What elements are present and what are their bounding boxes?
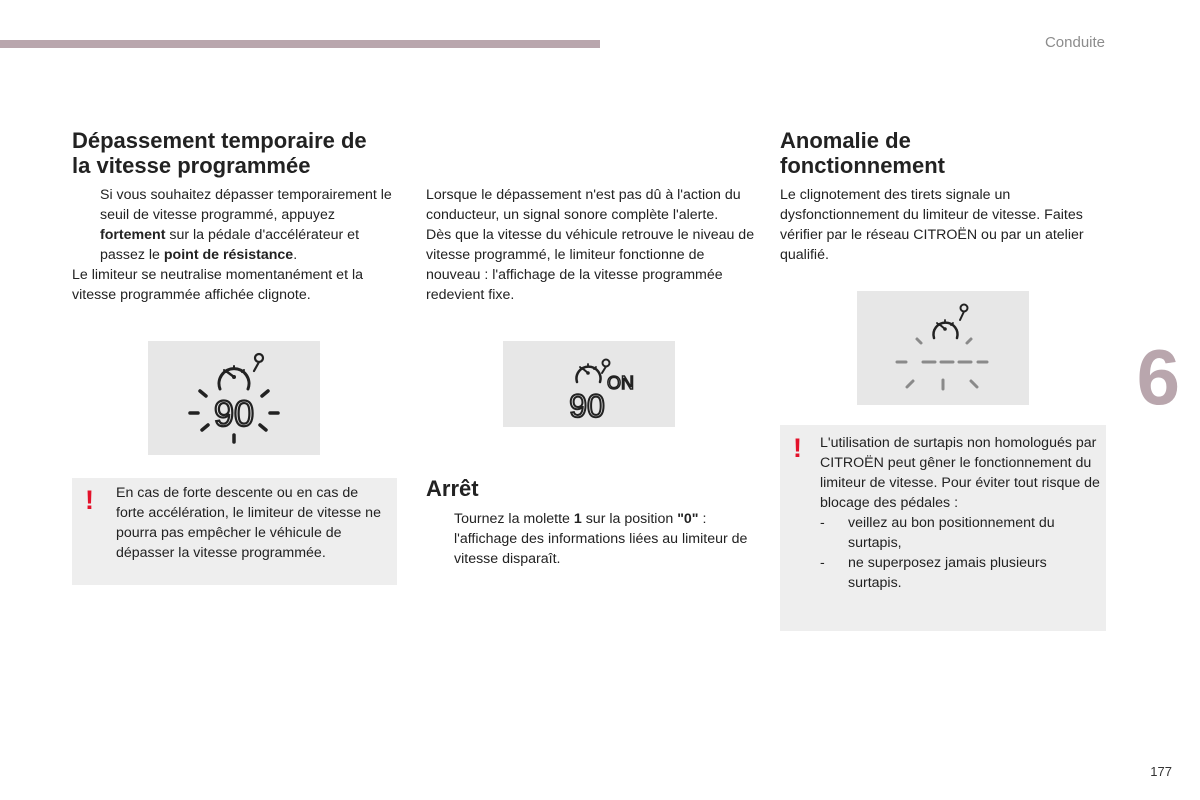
warning-box-descent xyxy=(72,478,397,585)
warning-icon: ! xyxy=(85,485,94,515)
col3-title xyxy=(780,128,1110,178)
col1-bullet-text-2: sur la pédale d'accélérateur et passez le xyxy=(100,227,360,263)
display-malfunction-graphic xyxy=(857,291,1029,405)
col2-bullet-bold-1: 1 xyxy=(573,511,582,527)
col2-bullet xyxy=(426,509,756,569)
col2-arret-body xyxy=(426,509,756,569)
display-limiter-on-graphic xyxy=(503,341,675,427)
display-blinking-speed xyxy=(148,341,320,455)
list-dash: - xyxy=(820,515,825,531)
col2-bullet-text-2: sur la position xyxy=(581,511,678,527)
list-dash: - xyxy=(820,555,825,571)
col2-body xyxy=(426,185,756,305)
col2-bullet-bold-2: "0" xyxy=(677,511,699,527)
col1-bullet xyxy=(72,185,402,265)
page-number: 177 xyxy=(1150,764,1172,779)
col2-title: Arrêt xyxy=(426,476,479,501)
display-blinking-speed-graphic xyxy=(148,341,320,455)
warning-descent-text: En cas de forte descente ou en cas de forte accélération, le limiteur de vitesse ne pourra pas empêcher le véhicule de dépasser la vitesse programmée. xyxy=(116,485,381,561)
col1-title-line2: la vitesse programmée xyxy=(72,153,311,178)
col3-paragraph: Le clignotement des tirets signale un dysfonctionnement du limiteur de vitesse. Faites vérifier par le réseau CITROËN ou par un atelier qualifié. xyxy=(780,187,1084,263)
col2-bullet-text-3: : l'affichage des informations liées au limiteur de vitesse disparaît. xyxy=(454,511,748,567)
display-limiter-on xyxy=(503,341,675,427)
col1-bullet-bold-1: fortement xyxy=(100,227,166,243)
col1-heading xyxy=(72,128,402,178)
col1-title xyxy=(72,128,402,178)
warning-icon: ! xyxy=(793,433,802,463)
col2-arret-heading xyxy=(426,476,756,501)
chapter-number: 6 xyxy=(1136,333,1180,421)
col1-body xyxy=(72,185,402,305)
warning-list-item-text: ne superposez jamais plusieurs surtapis. xyxy=(848,555,1047,591)
warning-floor-mats-intro: L'utilisation de surtapis non homologués par CITROËN peut gêner le fonctionnement du limiteur de vitesse. Pour éviter tout risque de blocage des pédales : xyxy=(820,435,1100,511)
col2-paragraph-2: Dès que la vitesse du véhicule retrouve le niveau de vitesse programmé, le limiteur fonctionne de nouveau : l'affichage de la vitesse programmée redevient fixe. xyxy=(426,227,755,303)
warning-list-item xyxy=(820,513,1100,553)
col1-title-line1: Dépassement temporaire de xyxy=(72,128,367,153)
col3-body xyxy=(780,185,1110,265)
warning-floor-mats-content xyxy=(820,433,1100,593)
col1-paragraph: Le limiteur se neutralise momentanément et la vitesse programmée affichée clignote. xyxy=(72,267,363,303)
top-accent-bar xyxy=(0,40,600,48)
col3-title-line1: Anomalie de xyxy=(780,128,911,153)
col3-heading xyxy=(780,128,1110,178)
display-speed-value: 90 xyxy=(569,388,605,424)
warning-list-item-text: veillez au bon positionnement du surtapis, xyxy=(848,515,1055,551)
section-name: Conduite xyxy=(1044,34,1105,51)
col1-bullet-text-3: . xyxy=(293,247,298,263)
display-speed-value: 90 xyxy=(213,393,255,434)
display-status-value: ON xyxy=(607,373,634,393)
col1-bullet-text-1: Si vous souhaitez dépasser temporairement le seuil de vitesse programmé, appuyez xyxy=(100,187,392,223)
col2-bullet-text-1: Tournez la molette xyxy=(454,511,574,527)
col1-bullet-bold-2: point de résistance xyxy=(163,247,294,263)
display-malfunction xyxy=(857,291,1029,405)
col2-paragraph-1: Lorsque le dépassement n'est pas dû à l'action du conducteur, un signal sonore complète l'alerte. xyxy=(426,187,741,223)
warning-box-floor-mats xyxy=(780,425,1106,631)
col3-title-line2: fonctionnement xyxy=(780,153,945,178)
warning-list-item xyxy=(820,553,1100,593)
